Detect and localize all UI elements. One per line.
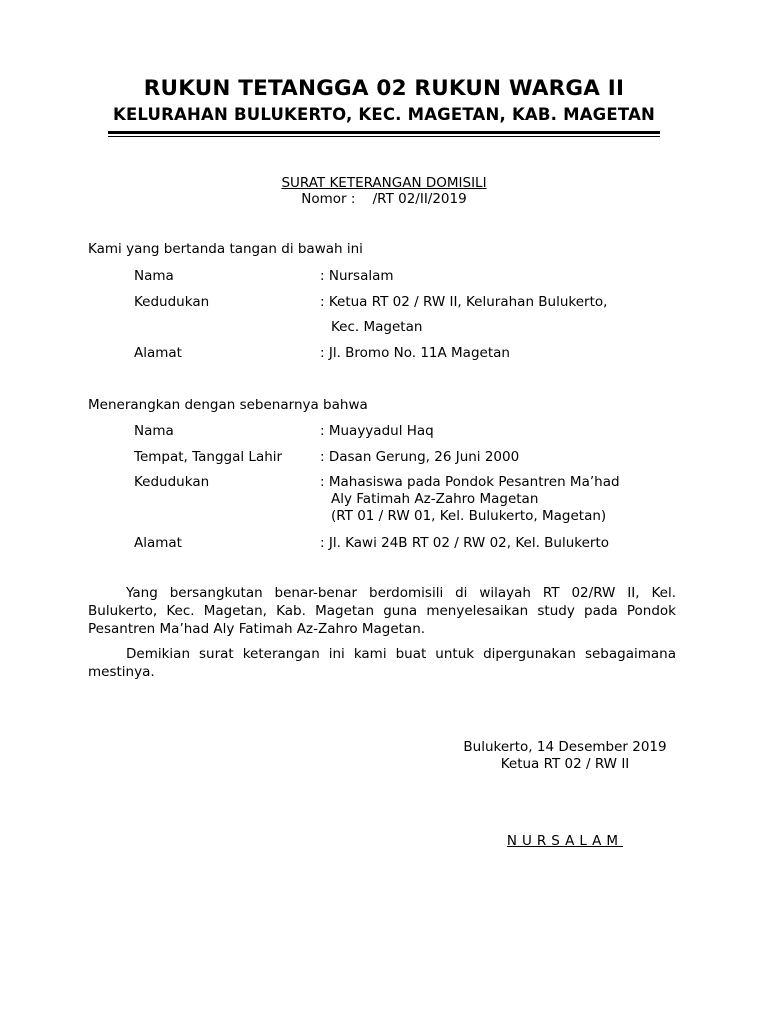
- subject-position-label: Kedudukan: [134, 474, 210, 490]
- body-paragraph-2: Demikian surat keterangan ini kami buat untuk dipergunakan sebagaimana mestinya.: [88, 646, 676, 680]
- letter-number-label: Nomor :: [301, 191, 356, 207]
- subject-intro: Menerangkan dengan sebenarnya bahwa: [88, 397, 368, 413]
- signer-intro: Kami yang bertanda tangan di bawah ini: [88, 241, 363, 257]
- subject-position-value-cont: Aly Fatimah Az-Zahro Magetan: [331, 491, 539, 507]
- subject-name-value: : Muayyadul Haq: [320, 423, 434, 439]
- letterhead-rule-thin: [108, 136, 660, 137]
- letterhead-rule-thick: [108, 131, 660, 134]
- signer-address-label: Alamat: [134, 345, 182, 361]
- signer-name-value: : Nursalam: [320, 268, 394, 284]
- signer-name-label: Nama: [134, 268, 174, 284]
- signer-position-value-cont: Kec. Magetan: [331, 319, 423, 335]
- subject-name-label: Nama: [134, 423, 174, 439]
- body-paragraph-1: Yang bersangkutan benar-benar berdomisili di wilayah RT 02/RW II, Kel. Bulukerto, Kec. Magetan, Kab. Magetan guna menyelesaikan study pada Pondok Pesantren Ma’had Aly Fatimah Az-Zahro Magetan.: [88, 585, 676, 637]
- signature-title: Ketua RT 02 / RW II: [500, 756, 630, 772]
- letterhead-title: RUKUN TETANGGA 02 RUKUN WARGA II: [143, 76, 625, 101]
- signer-position-value: : Ketua RT 02 / RW II, Kelurahan Bulukerto,: [320, 294, 608, 310]
- subject-birth-label: Tempat, Tanggal Lahir: [134, 449, 283, 465]
- letterhead-subtitle: KELURAHAN BULUKERTO, KEC. MAGETAN, KAB. MAGETAN: [112, 105, 656, 124]
- letter-number-value: /RT 02/II/2019: [372, 191, 467, 207]
- signer-position-label: Kedudukan: [134, 294, 210, 310]
- subject-birth-value: : Dasan Gerung, 26 Juni 2000: [320, 449, 520, 465]
- subject-position-value-cont2: (RT 01 / RW 01, Kel. Bulukerto, Magetan): [331, 508, 607, 524]
- signature-place-date: Bulukerto, 14 Desember 2019: [463, 739, 667, 755]
- subject-position-value: : Mahasiswa pada Pondok Pesantren Ma’had: [320, 474, 620, 490]
- letter-number: [0, 191, 768, 207]
- signer-address-value: : Jl. Bromo No. 11A Magetan: [320, 345, 510, 361]
- letter-subject: SURAT KETERANGAN DOMISILI: [281, 175, 487, 191]
- subject-address-value: : Jl. Kawi 24B RT 02 / RW 02, Kel. Bulukerto: [320, 535, 610, 551]
- signature-name: NURSALAM: [506, 833, 624, 849]
- subject-address-label: Alamat: [134, 535, 182, 551]
